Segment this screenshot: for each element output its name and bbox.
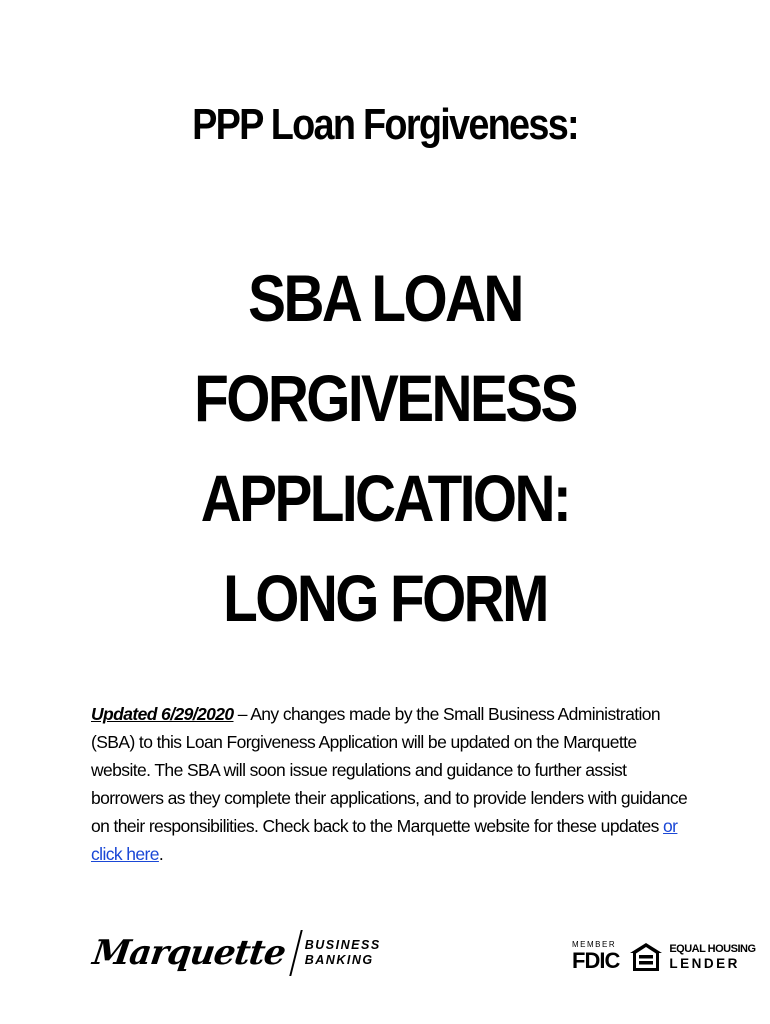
banking-label: BANKING [304, 953, 374, 967]
equal-housing-label: EQUAL HOUSING [669, 943, 756, 955]
title-line-4: LONG FORM [223, 561, 547, 635]
equal-housing-lender-text [669, 943, 755, 972]
business-banking-label [305, 938, 381, 968]
business-label: BUSINESS [304, 938, 381, 952]
document-title [54, 248, 716, 648]
title-line-1: SBA LOAN [248, 261, 522, 335]
fdic-logo [572, 940, 619, 972]
logo-divider [289, 930, 302, 976]
fdic-member-label: MEMBER [572, 940, 617, 949]
marquette-logo [90, 928, 381, 978]
fdic-mark: FDIC [572, 948, 620, 973]
click-here-link[interactable]: or click here [91, 816, 678, 864]
notice-trailing: . [158, 844, 164, 864]
title-line-2: FORGIVENESS [194, 361, 576, 435]
marquette-logo-script: Marquette [90, 933, 288, 973]
equal-housing-icon [629, 942, 663, 972]
update-notice [91, 700, 691, 868]
notice-body: – Any changes made by the Small Business Administration (SBA) to this Loan Forgiveness Application will be updated on the Marquette website. The SBA will soon issue regulations and guidance to further assist borrowers as they complete their applications, and to provide lenders with guidance on their responsibilities. Check back to the Marquette website for these updates [91, 704, 688, 836]
regulatory-logos [572, 936, 756, 972]
title-line-3: APPLICATION: [200, 461, 570, 535]
document-subtitle: PPP Loan Forgiveness: [192, 100, 578, 149]
lender-label: LENDER [669, 956, 740, 971]
updated-date-label: Updated 6/29/2020 [91, 704, 234, 724]
